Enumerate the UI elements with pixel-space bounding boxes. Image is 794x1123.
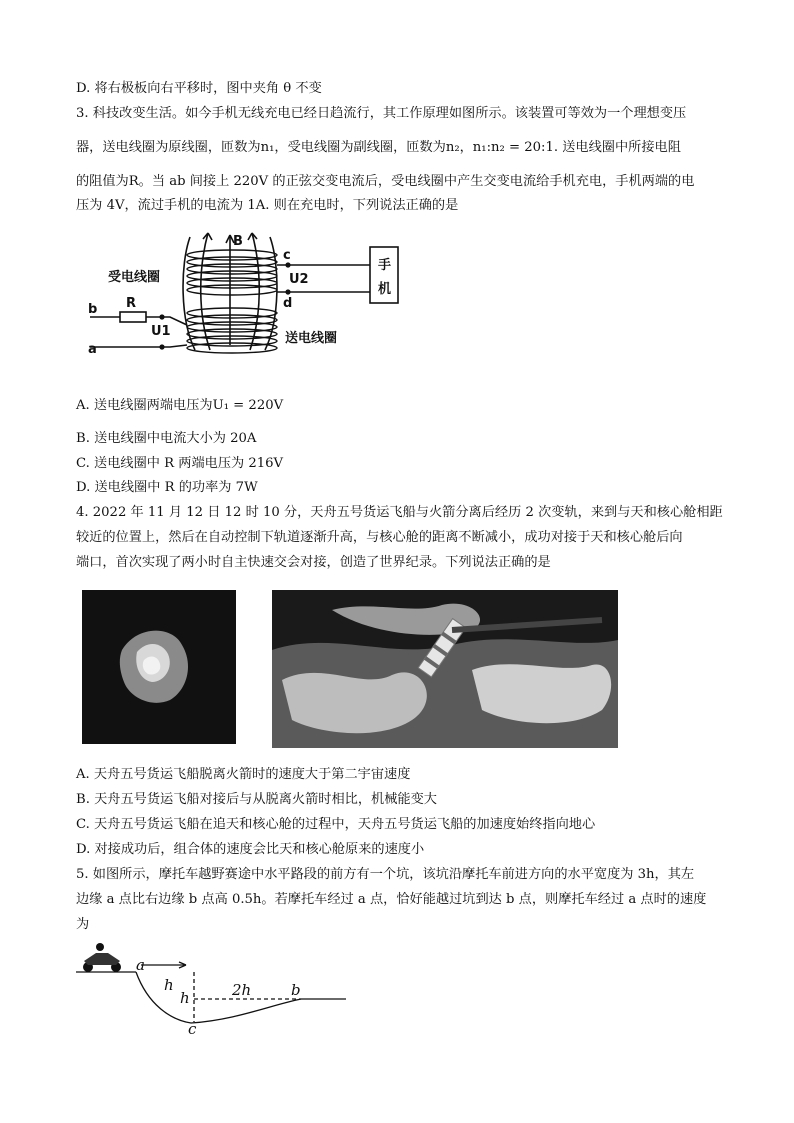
u2-label: U2 [289, 272, 309, 287]
q5-line-1: 5. 如图所示，摩托车越野赛途中水平路段的前方有一个坑，该坑沿摩托车前进方向的水平宽度为 3h，其左 [76, 867, 695, 882]
q4-line-1: 4. 2022 年 11 月 12 日 12 时 10 分，天舟五号货运飞船与火箭分离后经历 2 次变轨，来到与天和核心舱相距 [76, 505, 723, 520]
q3-line-2: 器，送电线圈为原线圈，匝数为n₁，受电线圈为副线圈，匝数为n₂，n₁:n₂ = 20:1. 送电线圈中所接电阻 [76, 140, 681, 155]
q5-line-3: 为 [76, 917, 90, 932]
field-label-b: B [233, 234, 243, 249]
q4-line-2: 较近的位置上，然后在自动控制下轨道逐渐升高，与核心舱的距离不断减小，成功对接于天和核心舱后向 [76, 530, 683, 545]
phone-label-1: 手 [378, 258, 392, 273]
q3-option-a: A. 送电线圈两端电压为U₁ = 220V [76, 398, 284, 413]
q4-option-b: B. 天舟五号货运飞船对接后与从脱离火箭时相比，机械能变大 [76, 792, 437, 807]
q3-line-3: 的阻值为R。当 ab 间接上 220V 的正弦交变电流后，受电线圈中产生交变电流给手机充电，手机两端的电 [76, 174, 695, 189]
q4-line-3: 端口，首次实现了两小时自主快速交会对接，创造了世界纪录。下列说法正确的是 [76, 555, 551, 570]
q3-option-d: D. 送电线圈中 R 的功率为 7W [76, 480, 258, 495]
point-b-label: b [291, 981, 301, 999]
q2-option-d: D. 将右极板向右平移时，图中夹角 θ 不变 [76, 81, 322, 96]
q5-line-2: 边缘 a 点比右边缘 b 点高 0.5h。若摩托车经过 a 点，恰好能越过坑到达 b 点，则摩托车经过 a 点时的速度 [76, 892, 707, 907]
spacecraft-photo-right [272, 590, 618, 748]
point-a-label: a [136, 956, 145, 974]
q4-option-a: A. 天舟五号货运飞船脱离火箭时的速度大于第二宇宙速度 [76, 767, 411, 782]
receive-coil-label: 受电线圈 [108, 270, 161, 285]
terminal-a-label: a [88, 342, 97, 357]
wireless-charging-diagram [80, 225, 420, 365]
q3-option-b: B. 送电线圈中电流大小为 20A [76, 431, 257, 446]
q3-line-1: 3. 科技改变生活。如今手机无线充电已经日趋流行，其工作原理如图所示。该装置可等效为一个理想变压 [76, 106, 687, 121]
height-h-label-1: h [164, 976, 174, 994]
width-2h-label: 2h [232, 981, 252, 999]
q4-option-d: D. 对接成功后，组合体的速度会比天和核心舱原来的速度小 [76, 842, 425, 857]
point-c-label: c [188, 1020, 197, 1035]
terminal-b-label: b [88, 302, 98, 317]
spacecraft-photo-left [82, 590, 236, 744]
pit-diagram [76, 935, 356, 1035]
q3-option-c: C. 送电线圈中 R 两端电压为 216V [76, 456, 284, 471]
q4-option-c: C. 天舟五号货运飞船在追天和核心舱的过程中，天舟五号货运飞船的加速度始终指向地心 [76, 817, 596, 832]
u1-label: U1 [151, 324, 171, 339]
height-h-label-2: h [180, 989, 190, 1007]
terminal-c-label: c [283, 248, 291, 263]
resistor-r-label: R [126, 296, 137, 311]
send-coil-label: 送电线圈 [285, 331, 338, 346]
phone-label-2: 机 [378, 282, 392, 297]
motorcycle-icon [83, 943, 121, 972]
q3-line-4: 压为 4V，流过手机的电流为 1A. 则在充电时，下列说法正确的是 [76, 198, 459, 213]
terminal-d-label: d [283, 296, 293, 311]
